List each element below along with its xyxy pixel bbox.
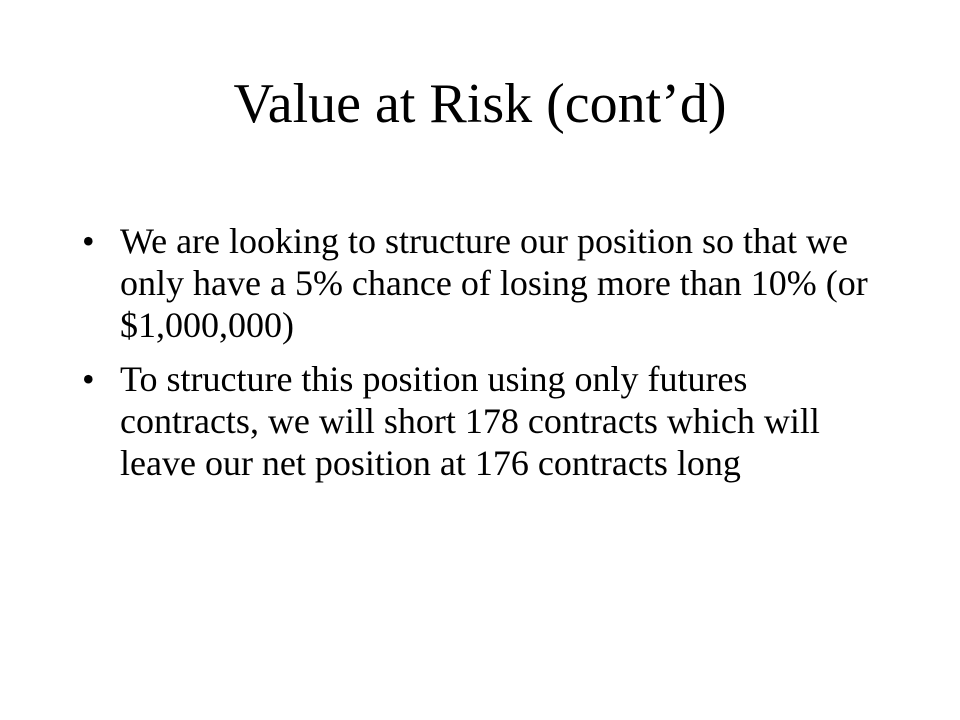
slide-title: Value at Risk (cont’d): [233, 73, 727, 135]
bullet-text: To structure this position using only futures contracts, we will short 178 contracts which will leave our net position at 176 contracts long: [120, 359, 820, 483]
bullet-text: We are looking to structure our position so that we only have a 5% chance of losing more than 10% (or $1,000,000): [120, 221, 868, 345]
bullet-list: [82, 220, 882, 496]
bullet-item: [82, 220, 882, 346]
bullet-dot-icon: •: [82, 359, 95, 399]
bullet-dot-icon: •: [82, 221, 95, 261]
bullet-item: [82, 358, 882, 484]
